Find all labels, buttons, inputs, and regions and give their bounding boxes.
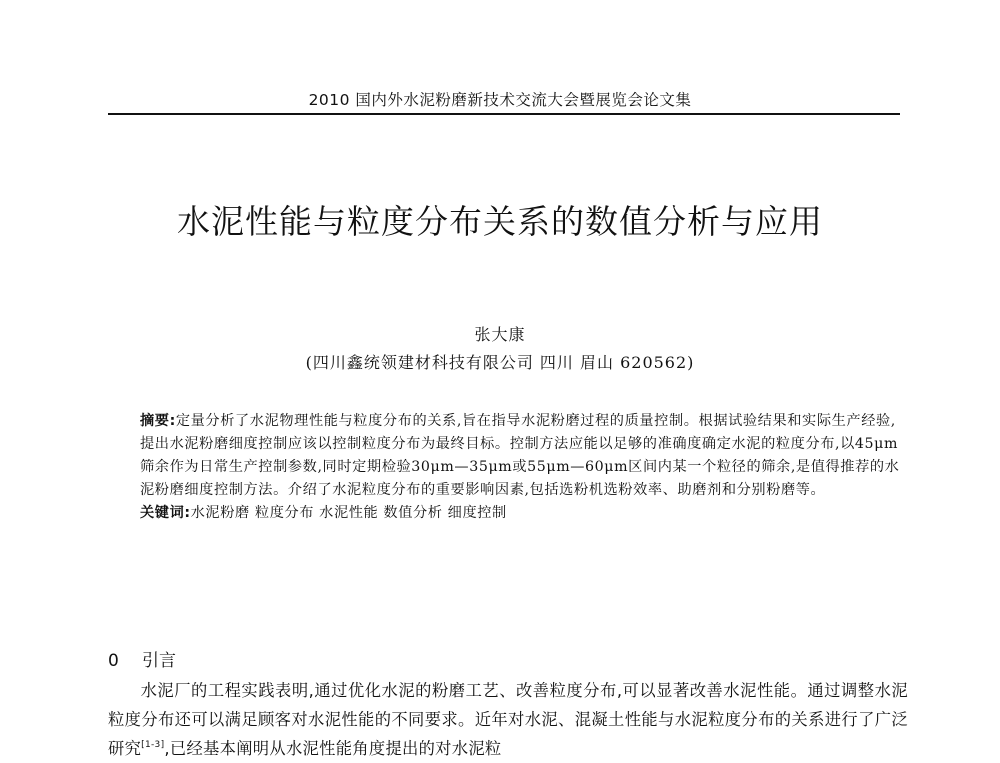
abstract-paragraph — [140, 410, 900, 502]
section-title: 引言 — [142, 651, 176, 671]
section-number: 0 — [108, 651, 119, 671]
section-heading — [108, 646, 176, 671]
author-affiliation: (四川鑫统领建材科技有限公司 四川 眉山 620562) — [305, 353, 695, 372]
body-text-part-2: ,已经基本阐明从水泥性能角度提出的对水泥粒 — [164, 739, 502, 758]
keywords-label: 关键词: — [140, 505, 191, 521]
running-header: 2010 国内外水泥粉磨新技术交流大会暨展览会论文集 — [308, 91, 692, 109]
paper-title: 水泥性能与粒度分布关系的数值分析与应用 — [177, 202, 823, 241]
abstract-text: 定量分析了水泥物理性能与粒度分布的关系,旨在指导水泥粉磨过程的质量控制。根据试验结果和实际生产经验,提出水泥粉磨细度控制应该以控制粒度分布为最终目标。控制方法应能以足够的准确度确定水泥的粒度分布,以45μm筛余作为日常生产控制参数,同时定期检验30μm—35μm或55μm—60μm区间内某一个粒径的筛余,是值得推荐的水泥粉磨细度控制方法。介绍了水泥粒度分布的重要影响因素,包括选粉机选粉效率、助磨剂和分别粉磨等。 — [140, 413, 900, 498]
abstract-label: 摘要: — [140, 413, 176, 429]
author-name: 张大康 — [474, 325, 526, 344]
header-rule — [108, 113, 900, 115]
citation-ref[interactable]: [1-3] — [141, 740, 165, 750]
keywords-text: 水泥粉磨 粒度分布 水泥性能 数值分析 细度控制 — [190, 505, 507, 521]
keywords-paragraph — [140, 502, 900, 525]
abstract-block — [140, 410, 900, 525]
body-text-part-1: 水泥厂的工程实践表明,通过优化水泥的粉磨工艺、改善粒度分布,可以显著改善水泥性能。通过调整水泥粒度分布还可以满足顾客对水泥性能的不同要求。近年对水泥、混凝土性能与水泥粒度分布的关系进行了广泛研究 — [108, 681, 908, 758]
body-paragraph — [108, 676, 908, 763]
section-body — [108, 676, 908, 763]
